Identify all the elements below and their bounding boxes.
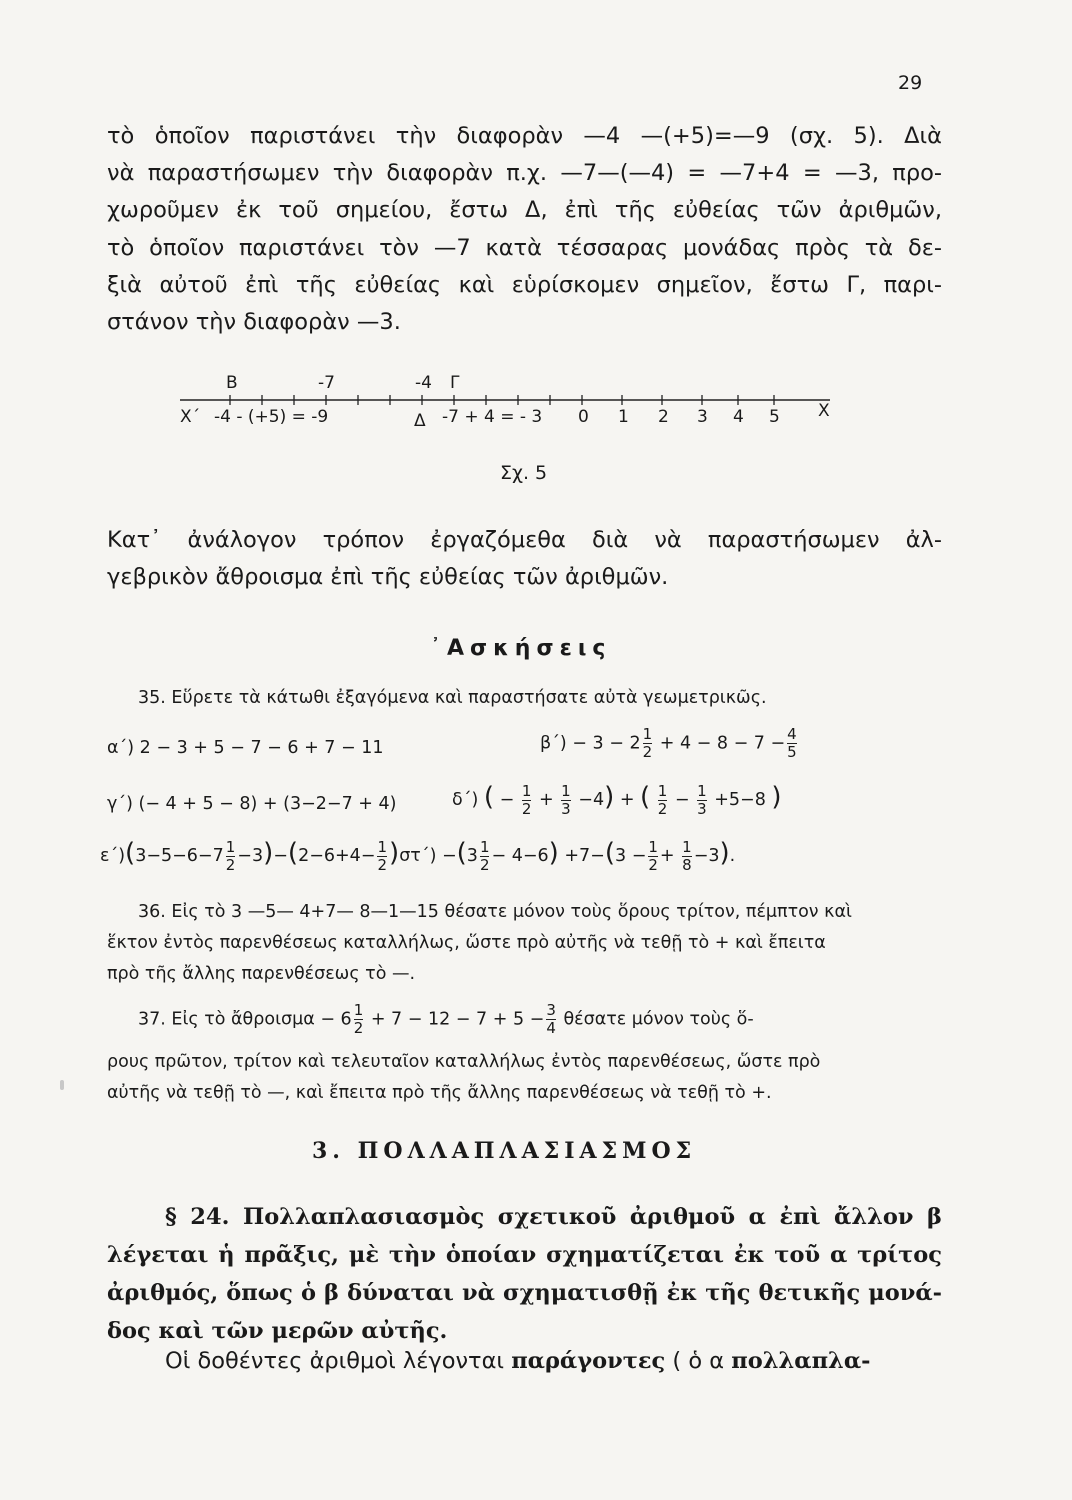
section-title: 3. ΠΟΛΛΑΠΛΑΣΙΑΣΜΟΣ bbox=[312, 1138, 697, 1164]
label-3: 3 bbox=[697, 407, 708, 427]
fraction-four-fifths: $\frac{4}{5}$ bbox=[787, 725, 797, 761]
paragraph-algebraic-sum bbox=[107, 522, 942, 596]
text-line: γεβρικὸν ἄθροισμα ἐπὶ τῆς εὐθείας τῶν ἀριθμῶν. bbox=[107, 564, 669, 590]
exercise-37-line1: 37. Εἰς τὸ ἄθροισμα − 6 $\frac{1}{2}$ + 7 − 12 − 7 + 5 − $\frac{3}{4}$ θέσατε μόνον τοὺς ὅ- bbox=[138, 1001, 754, 1037]
exercise-35-a: α΄) 2 − 3 + 5 − 7 − 6 + 7 − 11 bbox=[107, 738, 384, 758]
exercise-36-line1: 36. Εἰς τὸ 3 —5— 4+7— 8—1—15 θέσατε μόνον τοὺς ὅρους τρίτον, πέμπτον καὶ bbox=[138, 902, 852, 922]
exercise-36-line3: πρὸ τῆς ἄλλης παρενθέσεως τὸ —. bbox=[107, 964, 416, 984]
text-line: δος καὶ τῶν μερῶν αὐτῆς. bbox=[107, 1318, 448, 1344]
paragraph-definition bbox=[107, 1198, 942, 1350]
text-line: τὸ ὁποῖον παριστάνει τὸν —7 κατὰ τέσσαρας μονάδας πρὸς τὰ δε- bbox=[107, 234, 942, 261]
label-x-prime: Χ΄ bbox=[180, 407, 201, 427]
label-minus-4: -4 bbox=[415, 373, 432, 393]
b-prefix: β΄) − 3 − 2 bbox=[540, 733, 641, 754]
figure-caption: Σχ. 5 bbox=[500, 462, 548, 484]
text-line: Κατ᾽ ἀνάλογον τρόπον ἐργαζόμεθα διὰ νὰ παραστήσωμεν ἀλ- bbox=[107, 527, 942, 553]
exercise-35-g: γ΄) (− 4 + 5 − 8) + (3−2−7 + 4) bbox=[107, 794, 397, 814]
number-line-figure bbox=[0, 360, 1072, 450]
exercise-35-e-st: ε΄)(3−5−6−7 $\frac{1}{2}$ −3)−(2−6+4− $\frac{1}{2}$ )στ΄) −(3 $\frac{1}{2}$ − 4−6) +7−(3 − $\frac{1}{2}$ + $\frac{1}{8}$ −3). bbox=[100, 837, 736, 874]
exercise-35-intro: 35. Εὕρετε τὰ κάτωθι ἐξαγόμενα καὶ παραστήσατε αὐτὰ γεωμετρικῶς. bbox=[138, 688, 767, 708]
text-line: στάνον τὴν διαφορὰν —3. bbox=[107, 309, 401, 336]
page-number: 29 bbox=[898, 72, 923, 94]
b-middle: + 4 − 8 − 7 − bbox=[659, 733, 786, 754]
text-line: νὰ παραστήσωμεν τὴν διαφορὰν π.χ. —7—(—4) = —7+4 = —3, προ- bbox=[107, 160, 942, 187]
label-b: Β bbox=[226, 373, 238, 393]
text-line: ἀριθμός, ὅπως ὁ β δύναται νὰ σχηματισθῇ ἐκ τῆς θετικῆς μονά- bbox=[107, 1280, 942, 1306]
paragraph-factors: Οἱ δοθέντες ἀριθμοὶ λέγονται παράγοντες ( ὁ α πολλαπλα- bbox=[165, 1348, 871, 1374]
label-x: Χ bbox=[818, 401, 830, 421]
label-eq-minus9: -4 - (+5) = -9 bbox=[214, 407, 329, 427]
print-speck bbox=[60, 1080, 64, 1090]
label-0: 0 bbox=[578, 407, 589, 427]
label-2: 2 bbox=[658, 407, 669, 427]
label-gamma: Γ bbox=[450, 373, 460, 393]
exercises-heading: ᾽Ασκήσεις bbox=[430, 636, 612, 661]
label-4: 4 bbox=[733, 407, 744, 427]
text-line: λέγεται ἡ πρᾶξις, μὲ τὴν ὁποίαν σχηματίζεται ἐκ τοῦ α τρίτος bbox=[107, 1242, 942, 1268]
text-line: ξιὰ αὐτοῦ ἐπὶ τῆς εὐθείας καὶ εὑρίσκομεν σημεῖον, ἔστω Γ, παρι- bbox=[107, 271, 942, 298]
text-line: § 24. Πολλαπλασιασμὸς σχετικοῦ ἀριθμοῦ α ἐπὶ ἄλλον β bbox=[165, 1204, 942, 1230]
exercise-35-d: δ΄) ( − $\frac{1}{2}$ + $\frac{1}{3}$ −4) + ( $\frac{1}{2}$ − $\frac{1}{3}$ +5−8 ) bbox=[452, 781, 782, 818]
label-minus-7: -7 bbox=[318, 373, 335, 393]
label-5: 5 bbox=[769, 407, 780, 427]
fraction-one-half: $\frac{1}{2}$ bbox=[642, 725, 653, 761]
label-eq-minus3: -7 + 4 = - 3 bbox=[442, 407, 543, 427]
exercise-36-line2: ἕκτον ἐντὸς παρενθέσεως καταλλήλως, ὥστε πρὸ αὐτῆς νὰ τεθῇ τὸ + καὶ ἔπειτα bbox=[107, 933, 826, 953]
text-line: τὸ ὁποῖον παριστάνει τὴν διαφορὰν —4 —(+5)=—9 (σχ. 5). Διὰ bbox=[107, 123, 942, 149]
text-line: χωροῦμεν ἐκ τοῦ σημείου, ἔστω Δ, ἐπὶ τῆς εὐθείας τῶν ἀριθμῶν, bbox=[107, 197, 942, 224]
exercise-35-b bbox=[540, 726, 799, 761]
exercise-37-line3: αὐτῆς νὰ τεθῇ τὸ —, καὶ ἔπειτα πρὸ τῆς ἄλλης παρενθέσεως νὰ τεθῇ τὸ +. bbox=[107, 1083, 772, 1103]
label-delta: Δ bbox=[414, 411, 426, 431]
label-1: 1 bbox=[618, 407, 629, 427]
paragraph-difference bbox=[107, 118, 942, 341]
exercise-37-line2: ρους πρῶτον, τρίτον καὶ τελευταῖον καταλλήλως ἐντὸς παρενθέσεως, ὥστε πρὸ bbox=[107, 1052, 821, 1072]
